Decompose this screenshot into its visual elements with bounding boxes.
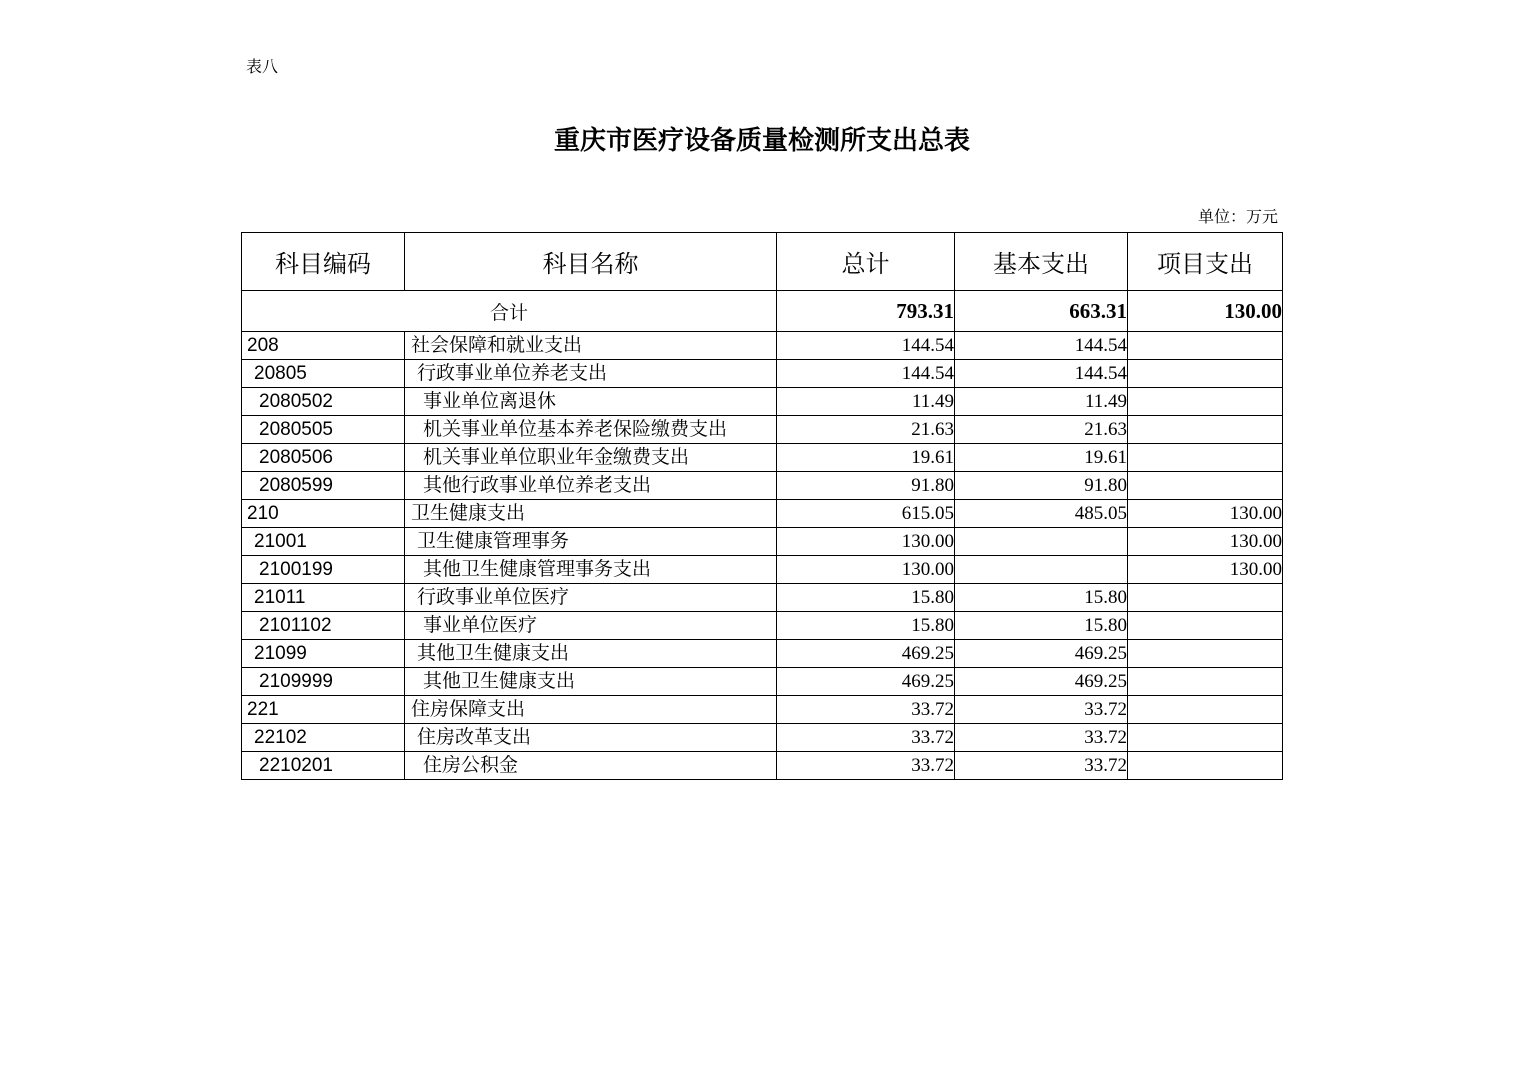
- total-basic: 663.31: [955, 291, 1128, 332]
- table-row: [242, 472, 1283, 500]
- cell-name: 住房改革支出: [405, 724, 777, 752]
- cell-code: 2080505: [242, 416, 405, 444]
- table-row: [242, 696, 1283, 724]
- cell-name: 事业单位离退休: [405, 388, 777, 416]
- cell-code: 210: [242, 500, 405, 528]
- table-row: [242, 668, 1283, 696]
- table-row: [242, 528, 1283, 556]
- cell-basic: 469.25: [955, 668, 1128, 696]
- cell-code: 208: [242, 332, 405, 360]
- cell-name: 住房公积金: [405, 752, 777, 780]
- cell-basic: 485.05: [955, 500, 1128, 528]
- cell-code: 2080506: [242, 444, 405, 472]
- header-project: 项目支出: [1128, 233, 1283, 291]
- cell-total: 130.00: [777, 528, 955, 556]
- header-total: 总计: [777, 233, 955, 291]
- table-row: [242, 724, 1283, 752]
- cell-basic: 469.25: [955, 640, 1128, 668]
- cell-project: 130.00: [1128, 556, 1283, 584]
- cell-total: 144.54: [777, 360, 955, 388]
- cell-code: 2109999: [242, 668, 405, 696]
- cell-project: [1128, 724, 1283, 752]
- cell-total: 615.05: [777, 500, 955, 528]
- cell-basic: 21.63: [955, 416, 1128, 444]
- header-basic: 基本支出: [955, 233, 1128, 291]
- cell-name: 其他卫生健康管理事务支出: [405, 556, 777, 584]
- cell-project: [1128, 332, 1283, 360]
- cell-basic: 144.54: [955, 332, 1128, 360]
- cell-total: 469.25: [777, 640, 955, 668]
- cell-basic: [955, 528, 1128, 556]
- table-row: [242, 332, 1283, 360]
- cell-total: 33.72: [777, 752, 955, 780]
- cell-basic: 15.80: [955, 612, 1128, 640]
- cell-total: 144.54: [777, 332, 955, 360]
- cell-project: [1128, 668, 1283, 696]
- cell-name: 机关事业单位基本养老保险缴费支出: [405, 416, 777, 444]
- cell-code: 20805: [242, 360, 405, 388]
- cell-code: 2101102: [242, 612, 405, 640]
- cell-total: 15.80: [777, 584, 955, 612]
- total-project: 130.00: [1128, 291, 1283, 332]
- cell-project: [1128, 612, 1283, 640]
- cell-project: [1128, 360, 1283, 388]
- total-label: 合计: [242, 291, 777, 332]
- cell-name: 住房保障支出: [405, 696, 777, 724]
- cell-project: [1128, 584, 1283, 612]
- cell-total: 33.72: [777, 724, 955, 752]
- cell-code: 2100199: [242, 556, 405, 584]
- table-row: [242, 388, 1283, 416]
- total-row: [242, 291, 1283, 332]
- cell-basic: [955, 556, 1128, 584]
- cell-project: [1128, 444, 1283, 472]
- page-title: 重庆市医疗设备质量检测所支出总表: [553, 126, 970, 156]
- table-row: [242, 640, 1283, 668]
- cell-code: 21099: [242, 640, 405, 668]
- cell-total: 91.80: [777, 472, 955, 500]
- table-row: [242, 416, 1283, 444]
- cell-name: 其他行政事业单位养老支出: [405, 472, 777, 500]
- cell-name: 社会保障和就业支出: [405, 332, 777, 360]
- cell-basic: 33.72: [955, 696, 1128, 724]
- cell-project: [1128, 472, 1283, 500]
- table-row: [242, 444, 1283, 472]
- cell-name: 行政事业单位养老支出: [405, 360, 777, 388]
- cell-project: 130.00: [1128, 500, 1283, 528]
- cell-basic: 144.54: [955, 360, 1128, 388]
- cell-code: 2210201: [242, 752, 405, 780]
- cell-name: 事业单位医疗: [405, 612, 777, 640]
- cell-total: 21.63: [777, 416, 955, 444]
- expenditure-table: [241, 232, 1283, 780]
- cell-total: 11.49: [777, 388, 955, 416]
- cell-total: 15.80: [777, 612, 955, 640]
- header-name: 科目名称: [405, 233, 777, 291]
- document-label: 表八: [246, 57, 279, 76]
- cell-project: 130.00: [1128, 528, 1283, 556]
- cell-basic: 33.72: [955, 752, 1128, 780]
- cell-total: 33.72: [777, 696, 955, 724]
- table-row: [242, 556, 1283, 584]
- total-total: 793.31: [777, 291, 955, 332]
- table-row: [242, 752, 1283, 780]
- cell-basic: 19.61: [955, 444, 1128, 472]
- cell-name: 其他卫生健康支出: [405, 668, 777, 696]
- table-row: [242, 612, 1283, 640]
- cell-project: [1128, 640, 1283, 668]
- cell-code: 221: [242, 696, 405, 724]
- cell-project: [1128, 752, 1283, 780]
- cell-code: 22102: [242, 724, 405, 752]
- cell-basic: 91.80: [955, 472, 1128, 500]
- cell-code: 21001: [242, 528, 405, 556]
- cell-basic: 11.49: [955, 388, 1128, 416]
- cell-name: 其他卫生健康支出: [405, 640, 777, 668]
- cell-code: 2080599: [242, 472, 405, 500]
- header-code: 科目编码: [242, 233, 405, 291]
- cell-total: 19.61: [777, 444, 955, 472]
- cell-code: 21011: [242, 584, 405, 612]
- table-row: [242, 584, 1283, 612]
- table-row: [242, 500, 1283, 528]
- cell-code: 2080502: [242, 388, 405, 416]
- cell-name: 机关事业单位职业年金缴费支出: [405, 444, 777, 472]
- cell-basic: 15.80: [955, 584, 1128, 612]
- cell-total: 469.25: [777, 668, 955, 696]
- cell-total: 130.00: [777, 556, 955, 584]
- cell-name: 卫生健康支出: [405, 500, 777, 528]
- cell-project: [1128, 696, 1283, 724]
- cell-project: [1128, 416, 1283, 444]
- cell-basic: 33.72: [955, 724, 1128, 752]
- cell-name: 行政事业单位医疗: [405, 584, 777, 612]
- table-row: [242, 360, 1283, 388]
- header-row: [242, 233, 1283, 291]
- cell-name: 卫生健康管理事务: [405, 528, 777, 556]
- cell-project: [1128, 388, 1283, 416]
- unit-note: 单位：万元: [1197, 207, 1278, 226]
